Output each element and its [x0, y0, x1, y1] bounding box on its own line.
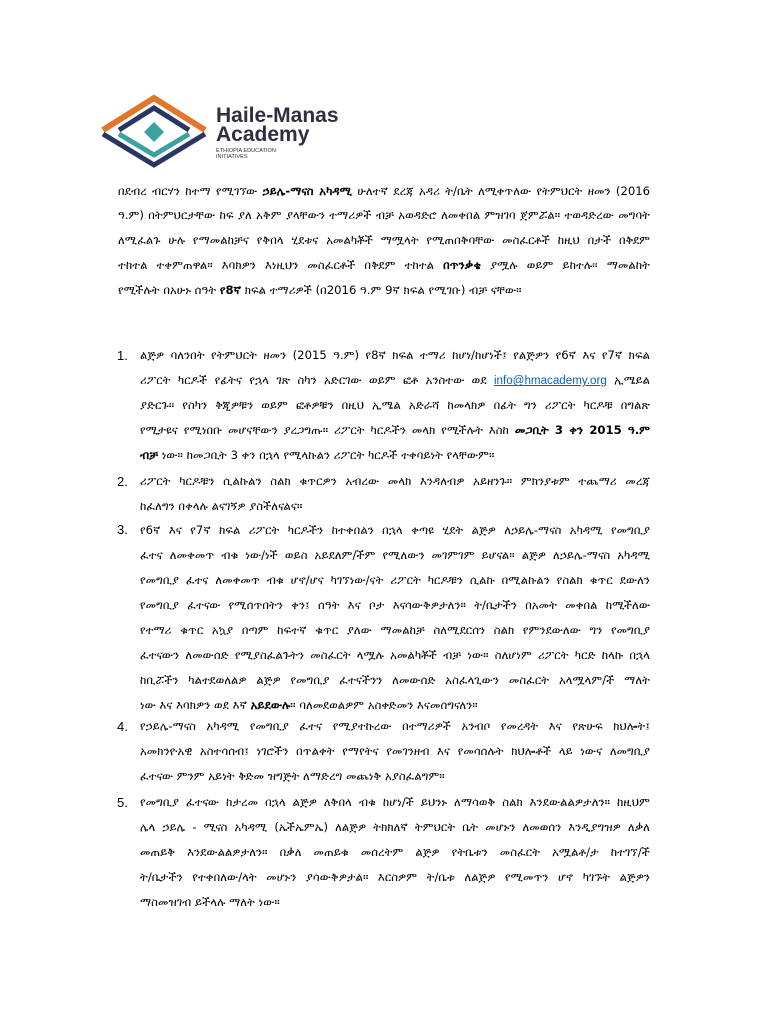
text-line [140, 643, 650, 668]
text-run: የኃይሌ-ማናስ አካዳሚ የመግቢያ ፈተና የሚያተኩረው በተማሪዎች አንብቦ የመረዳት እና የጽሁፍ ክህሎት፤ [140, 718, 650, 733]
logo-name-line1: Haile-Manas [216, 103, 339, 127]
list-item-number: 1. [117, 348, 128, 364]
text-run: ት/ቤታችን የተቀበለው/ላት መሆኑን ያሳውቅዎታል። እርስዎም ት/ቤቱ ለልጅዎ የሚመጥን ሆኖ ካገኙት ልጅዎን [140, 870, 650, 885]
text-line [140, 815, 650, 840]
text-run: የተማሪ ቁጥር አኳያ በጣም ከፍተኛ ቁጥር ያለው ማመልከቻ ስለሚደርሰን ስልክ የምንደውለው ግን የመግቢያ [140, 622, 650, 637]
text-line-content [140, 623, 650, 637]
text-run: ልጅዎ ባለንበት የትምህርት ዘመን (2015 ዓ.ም) የ8ኛ ክፍል ተማሪ ከሆነ/ከሆነች፤ የልጅዎን የ6ኛ እና የ7ኛ ክፍል [140, 348, 650, 363]
text-run: ሌላ ኃይሌ - ሚናስ አካዳሚ (ኤችኤምኤ) ለልጅዎ ትክክለኛ ትምህርት ቤት መሆኑን ለመወሰን እንዲያግዝዎ ለቃለ [140, 820, 650, 835]
bold-text: ኃይሌ-ማናስ አካዳሚ [262, 183, 353, 198]
text-run: ያድርጉ፡፡ የስካን ቅጂዎቹን ወይም ፎቶዎቹን በዚህ ኢሜል አድራሻ ከመላክዎ በፊት ግን ሪፖርት ካርዶቹ በግልጽ [140, 398, 650, 413]
text-run: ሪፖርት ካርዶች የፊትና የኋላ ገጽ ስካን አድርገው ወይም ፎቶ አንስተው ወደ [140, 373, 494, 388]
text-run: ነው። ከመጋቢት 3 ቀን በኋላ የሚላኩልን ሪፖርት ካርዶች ተቀባይነት የላቸውም። [158, 448, 495, 463]
text-line-content [140, 673, 650, 687]
text-run: የሚችሉት በአሁኑ ሰዓት [118, 282, 220, 297]
list-item-text [140, 790, 650, 915]
text-run: ክፍል ተማሪዎች (በ2016 ዓ.ም 9ኛ ክፍል የሚገቡ) ብቻ ናቸው። [241, 282, 522, 297]
diamond-emblem-icon [100, 94, 208, 168]
text-line [140, 618, 650, 643]
text-run: ፈተናው ምንም አይነት ቅድመ ዝግጅት ለማድረግ መጨነቅ አያስፈልግም። [140, 768, 445, 783]
text-line-content [118, 258, 650, 272]
logo-tagline-line1: ETHIOPIA EDUCATION [216, 147, 276, 154]
text-line [140, 840, 650, 865]
text-run: ነው እና እባክዎን ወደ እኛ [140, 697, 251, 712]
text-line-content [140, 870, 650, 884]
text-run: ለሚፈልጉ ሁሉ የማመልከቻና የቅበላ ሂደቱና አመልካቾች ማሟላት የሚጠበቅባቸው መስፈርቶች ከዚህ በታች በቅደም [118, 233, 650, 248]
text-line-content [140, 523, 650, 537]
text-run: የመግቢያ ፈተናው የሚሰጥበትን ቀን፤ ሰዓት እና ቦታ እናሳውቅዎታለን። ት/ቤታችን በአመት መቀበል ከሚችለው [140, 597, 650, 612]
text-line [140, 714, 650, 739]
text-line-content [140, 598, 650, 612]
text-run: ከቢሯችን ካልተደወለልዎ ልጅዎ የመግቢያ ፈተናችንን ለመውሰድ አስፈላጊውን መስፈርት አላሟላም/ች ማለት [140, 672, 650, 687]
text-run: ፈተናውን ለመውሰድ የሚያስፈልጉትን መስፈርት ላሟሉ አመልካቾች ብቻ ነው። ስለሆነም ሪፖርት ካርድ ከላኩ በኋላ [140, 647, 650, 662]
list-item-text [140, 714, 650, 789]
list-item-number: 3. [117, 521, 128, 537]
text-run: ሁለተኛ ደረጃ አዳሪ ት/ቤት ለሚቀጥለው የትምህርት ዘመን (2016 [352, 183, 650, 198]
emblem-center-diamond [144, 122, 164, 142]
text-run: አመክንዮአዊ አስተሳሰብ፤ ነገሮችን በጥልቀት የማየትና የመገንዘብ እና የመሳሰሉት ክህሎቶች ላይ ነውና ለመግቢያ [140, 743, 650, 758]
text-run: ከፈለግን በቀላሉ ልናገኝዎ ያስችለናልና። [140, 498, 303, 513]
text-line [140, 393, 650, 418]
text-line [118, 278, 650, 303]
text-line [140, 739, 650, 764]
text-run: ፈተና ለመቀመጥ ብቁ ነው/ነች ወይስ አይደለም/ችም የሚለውን መገምገም ይሆናል። ልጅዎ ለኃይሌ-ማናስ አካዳሚ [140, 547, 650, 562]
text-run: ። ባለመደወልዎም አስቀድመን እናመሰግናለን። [290, 697, 478, 712]
text-line-content [140, 373, 650, 387]
text-line [118, 179, 650, 204]
logo-name-line2: Academy [216, 122, 310, 146]
bold-text: መጋቢት 3 ቀን 2015 ዓ.ም [514, 423, 650, 438]
text-line [140, 568, 650, 593]
text-run: በደብረ ብርሃን ከተማ የሚገኘው [118, 183, 263, 198]
text-line-content [140, 845, 650, 859]
list-item-number: 2. [117, 473, 128, 489]
text-line [140, 518, 650, 543]
text-line-content [118, 233, 650, 247]
text-line [140, 368, 650, 393]
bold-text: የ8ኛ [219, 282, 242, 297]
text-line [140, 343, 650, 368]
bold-text: ብቻ [140, 448, 159, 463]
text-line-content [140, 744, 650, 758]
text-line [140, 790, 650, 815]
text-line-content [140, 548, 650, 562]
text-line [118, 253, 650, 278]
bold-text: አይደውሉ [250, 697, 291, 712]
text-line-content [140, 895, 280, 909]
text-line [140, 418, 650, 443]
academy-logo [0, 0, 400, 180]
logo-tagline-line2: INITIATIVES [216, 154, 248, 160]
list-item-number: 5. [117, 795, 128, 811]
intro-paragraph [118, 179, 650, 303]
text-run: የመግቢያ ፈተና ለመቀመጥ ብቁ ሆኖ/ሆና ካገኘነው/ናት ሪፖርት ካርዶቹን ሲልኩ በሚልኩልን የስልክ ቁጥር ደውለን [140, 572, 650, 587]
list-item-number: 4. [117, 718, 128, 734]
text-line-content [140, 398, 650, 412]
text-line-content [140, 795, 650, 809]
text-line [140, 865, 650, 890]
text-line-content [140, 698, 478, 712]
text-run: ኢሜይል [606, 373, 650, 388]
text-line [140, 543, 650, 568]
text-line-content [140, 474, 650, 488]
text-run: መጠይቅ እንደውልልዎታለን። በቃለ መጠይቁ መሰረትም ልጅዎ የትቤቱን መስፈርት አሟልቶ/ታ ከተገኘ/ች [140, 845, 650, 860]
text-line [140, 469, 650, 494]
text-line-content [118, 184, 650, 198]
text-run: ያሟሉ ወይም ይከተሉ፡፡ ማመልከት [481, 257, 650, 272]
text-line [140, 494, 650, 519]
text-run: ተከተል ተቀምጠዋል። እባክዎን እነዚህን መስፈርቶች በቅደም ተከተል [118, 257, 444, 272]
text-line-content [140, 648, 650, 662]
text-line-content [118, 283, 522, 297]
text-line-content [140, 448, 494, 462]
text-line-content [140, 348, 650, 362]
text-line-content [118, 208, 650, 222]
text-line-content [140, 423, 650, 437]
list-item-text [140, 343, 650, 468]
text-line [140, 890, 650, 915]
text-run: ማስመዝገብ ይችላሉ ማለት ነው። [140, 895, 280, 910]
text-run: ዓ.ም) በትምህርታቸው ከፍ ያለ አቅም ያላቸውን ተማሪዎች ብቻ አወዳድሮ ለመቀበል ምዝገባ ጀምሯል። ተወዳድረው መግባት [118, 208, 650, 223]
text-line [140, 443, 650, 468]
text-run: የመግቢያ ፈተናው ከታረመ በኋላ ልጅዎ ለቅበላ ብቁ ከሆነ/ች ይህንኑ ለማሳወቅ ስልክ እንደውልልዎታለን። ከዚህም [140, 795, 650, 810]
text-line-content [140, 499, 302, 513]
list-item-text [140, 469, 650, 519]
text-line [118, 228, 650, 253]
list-item-text [140, 518, 650, 718]
text-run: የ6ኛ እና የ7ኛ ክፍል ሪፖርት ካርዶችን ከተቀበልን በኋላ ቀጣዩ ሂደት ልጅዎ ለኃይሌ-ማናስ አካዳሚ የመግቢያ [140, 522, 650, 537]
text-line [140, 593, 650, 618]
text-line [118, 203, 650, 228]
text-run: ሪፖርት ካርዶቹን ሲልኩልን ስልክ ቁጥርዎን አብረው መላክ እንዳለብዎ አይዘንጉ። ምክንያቱም ተጨማሪ መረጃ [140, 473, 650, 488]
bold-text: በጥንቃቄ [443, 257, 481, 272]
text-line [140, 668, 650, 693]
email-link[interactable]: info@hmacademy.org [493, 374, 607, 388]
text-line-content [140, 769, 445, 783]
text-line-content [140, 573, 650, 587]
text-run: የሚታዩና የሚነበቡ መሆናቸውን ያረጋግጡ። ሪፖርት ካርዶችን መላክ የሚችሉት እስከ [140, 423, 515, 438]
text-line-content [140, 820, 650, 834]
text-line-content [140, 719, 650, 733]
text-line [140, 764, 650, 789]
